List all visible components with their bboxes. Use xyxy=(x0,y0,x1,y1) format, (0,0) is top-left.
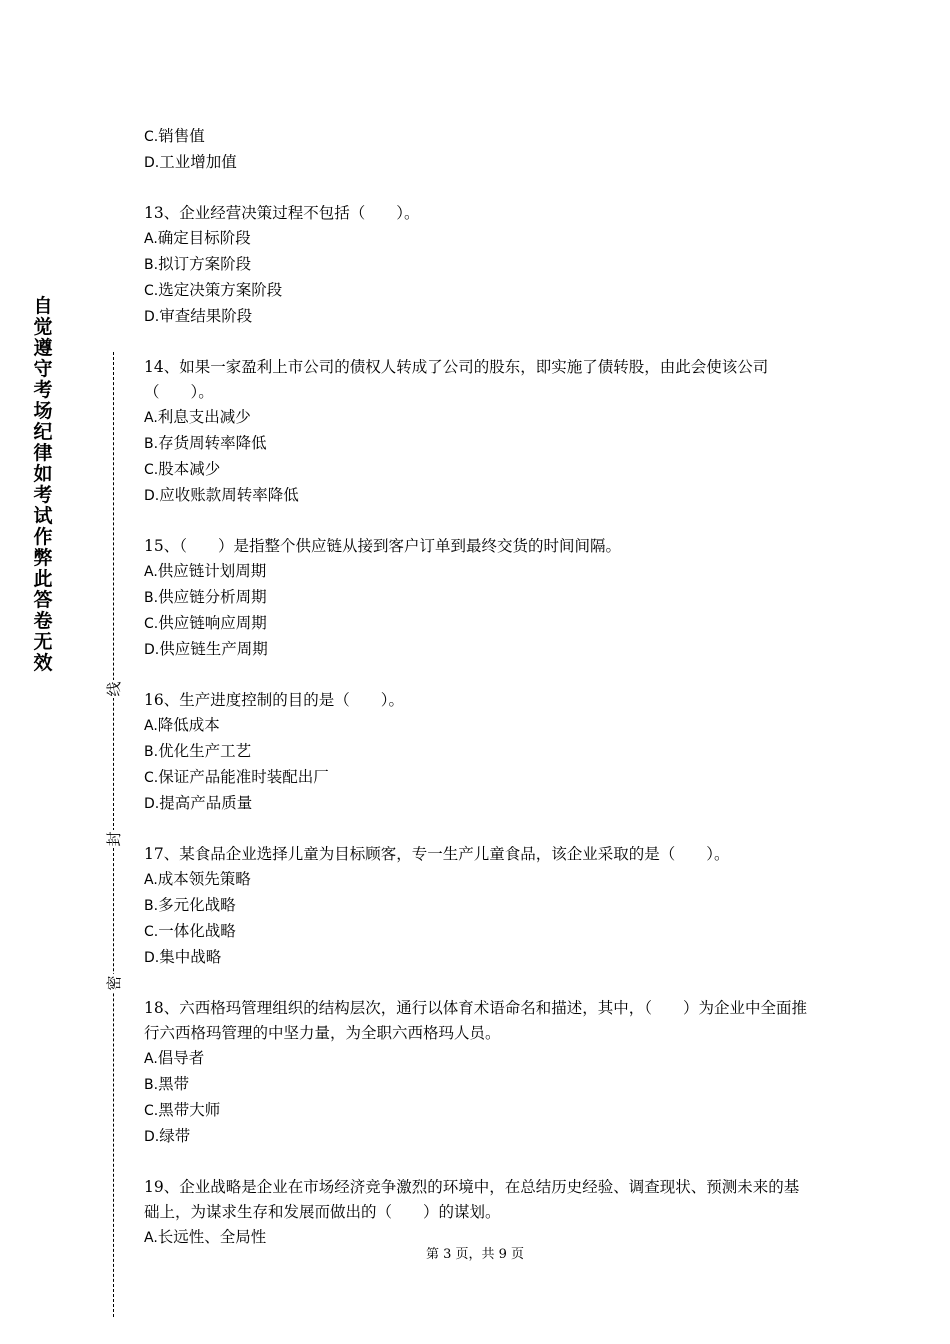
answer-option xyxy=(144,431,814,457)
option-text: 利息支出减少 xyxy=(157,408,251,426)
option-letter: D. xyxy=(144,642,160,658)
answer-option xyxy=(144,405,814,431)
question-stem: 17、某食品企业选择儿童为目标顾客，专一生产儿童食品，该企业采取的是（ ）。 xyxy=(144,845,730,863)
answer-option xyxy=(144,483,814,509)
answer-option xyxy=(144,457,814,483)
answer-option xyxy=(144,252,814,278)
option-letter: C. xyxy=(144,924,159,940)
option-text: 黑带 xyxy=(158,1075,190,1093)
option-text: 集中战略 xyxy=(159,948,222,966)
question-list xyxy=(144,201,814,1251)
option-text: 长远性、全局性 xyxy=(157,1228,267,1246)
option-text: 绿带 xyxy=(159,1127,191,1145)
question-block xyxy=(144,201,814,330)
option-text: 降低成本 xyxy=(157,716,220,734)
option-letter: C. xyxy=(144,770,159,786)
option-text: 拟订方案阶段 xyxy=(158,255,252,273)
option-text: 倡导者 xyxy=(157,1049,205,1067)
answer-option xyxy=(144,945,814,971)
question-stem: 16、生产进度控制的目的是（ ）。 xyxy=(144,691,404,709)
option-letter: A. xyxy=(144,564,158,580)
side-warning-text: 自觉遵守考场纪律如考试作弊此答卷无效 xyxy=(33,295,53,674)
question-stem: 14、如果一家盈利上市公司的债权人转成了公司的股东，即实施了债转股，由此会使该公司（ ）。 xyxy=(144,358,769,401)
answer-option xyxy=(144,1046,814,1072)
option-letter: A. xyxy=(144,231,158,247)
answer-option xyxy=(144,765,814,791)
question-stem: 15、（ ）是指整个供应链从接到客户订单到最终交货的时间间隔。 xyxy=(144,537,621,555)
option-text: 多元化战略 xyxy=(158,896,236,914)
answer-option xyxy=(144,278,814,304)
option-text: 成本领先策略 xyxy=(157,870,251,888)
answer-option xyxy=(144,1098,814,1124)
option-text: 保证产品能准时装配出厂 xyxy=(158,768,329,786)
option-letter: A. xyxy=(144,1230,158,1246)
option-text: 供应链响应周期 xyxy=(158,614,267,632)
option-letter: B. xyxy=(144,590,159,606)
option-letter: B. xyxy=(144,744,159,760)
question-block xyxy=(144,355,814,509)
answer-option xyxy=(144,559,814,585)
answer-option xyxy=(144,637,814,663)
option-letter: C. xyxy=(144,616,159,632)
question-block xyxy=(144,534,814,663)
question-block xyxy=(144,842,814,971)
question-block xyxy=(144,996,814,1150)
option-text: 优化生产工艺 xyxy=(158,742,252,760)
option-d: D.工业增加值 xyxy=(144,153,237,171)
binding-mark-seal: 封 xyxy=(105,831,123,847)
answer-option xyxy=(144,919,814,945)
option-c: C.销售值 xyxy=(144,127,205,145)
answer-option xyxy=(144,713,814,739)
option-letter: C. xyxy=(144,1103,159,1119)
option-letter: C. xyxy=(144,462,159,478)
option-text: 应收账款周转率降低 xyxy=(159,486,299,504)
option-text: 供应链生产周期 xyxy=(159,640,268,658)
answer-option xyxy=(144,791,814,817)
option-letter: A. xyxy=(144,872,158,888)
answer-option xyxy=(144,226,814,252)
option-text: 黑带大师 xyxy=(158,1101,221,1119)
answer-option xyxy=(144,611,814,637)
answer-option xyxy=(144,1124,814,1150)
answer-option xyxy=(144,1072,814,1098)
option-text: 供应链计划周期 xyxy=(157,562,267,580)
option-text: 供应链分析周期 xyxy=(158,588,267,606)
question-stem: 13、企业经营决策过程不包括（ ）。 xyxy=(144,204,420,222)
binding-mark-secret: 密 xyxy=(105,975,123,991)
answer-option xyxy=(144,304,814,330)
option-text: 确定目标阶段 xyxy=(157,229,251,247)
option-letter: B. xyxy=(144,436,159,452)
option-letter: B. xyxy=(144,1077,159,1093)
answer-option xyxy=(144,893,814,919)
option-letter: D. xyxy=(144,309,160,325)
answer-option xyxy=(144,867,814,893)
question-stem: 18、六西格玛管理组织的结构层次，通行以体育术语命名和描述，其中，（ ）为企业中全面推行六西格玛管理的中坚力量，为全职六西格玛人员。 xyxy=(144,999,807,1042)
option-text: 选定决策方案阶段 xyxy=(158,281,283,299)
option-letter: A. xyxy=(144,1051,158,1067)
option-letter: B. xyxy=(144,898,159,914)
option-text: 股本减少 xyxy=(158,460,221,478)
option-letter: A. xyxy=(144,718,158,734)
option-letter: A. xyxy=(144,410,158,426)
option-text: 提高产品质量 xyxy=(159,794,253,812)
continued-options xyxy=(144,124,814,176)
question-block xyxy=(144,1175,814,1251)
option-letter: D. xyxy=(144,1129,160,1145)
answer-option xyxy=(144,585,814,611)
question-stem: 19、企业战略是企业在市场经济竞争激烈的环境中，在总结历史经验、调查现状、预测未来的基础上，为谋求生存和发展而做出的（ ）的谋划。 xyxy=(144,1178,800,1221)
binding-mark-line: 线 xyxy=(105,681,123,697)
answer-option xyxy=(144,739,814,765)
option-text: 一体化战略 xyxy=(158,922,236,940)
page-footer: 第 3 页，共 9 页 xyxy=(425,1247,525,1262)
exam-content xyxy=(144,124,814,1251)
question-block xyxy=(144,688,814,817)
option-text: 存货周转率降低 xyxy=(158,434,267,452)
option-letter: C. xyxy=(144,283,159,299)
option-letter: D. xyxy=(144,950,160,966)
option-text: 审查结果阶段 xyxy=(159,307,253,325)
option-letter: D. xyxy=(144,796,160,812)
option-letter: B. xyxy=(144,257,159,273)
option-letter: D. xyxy=(144,488,160,504)
